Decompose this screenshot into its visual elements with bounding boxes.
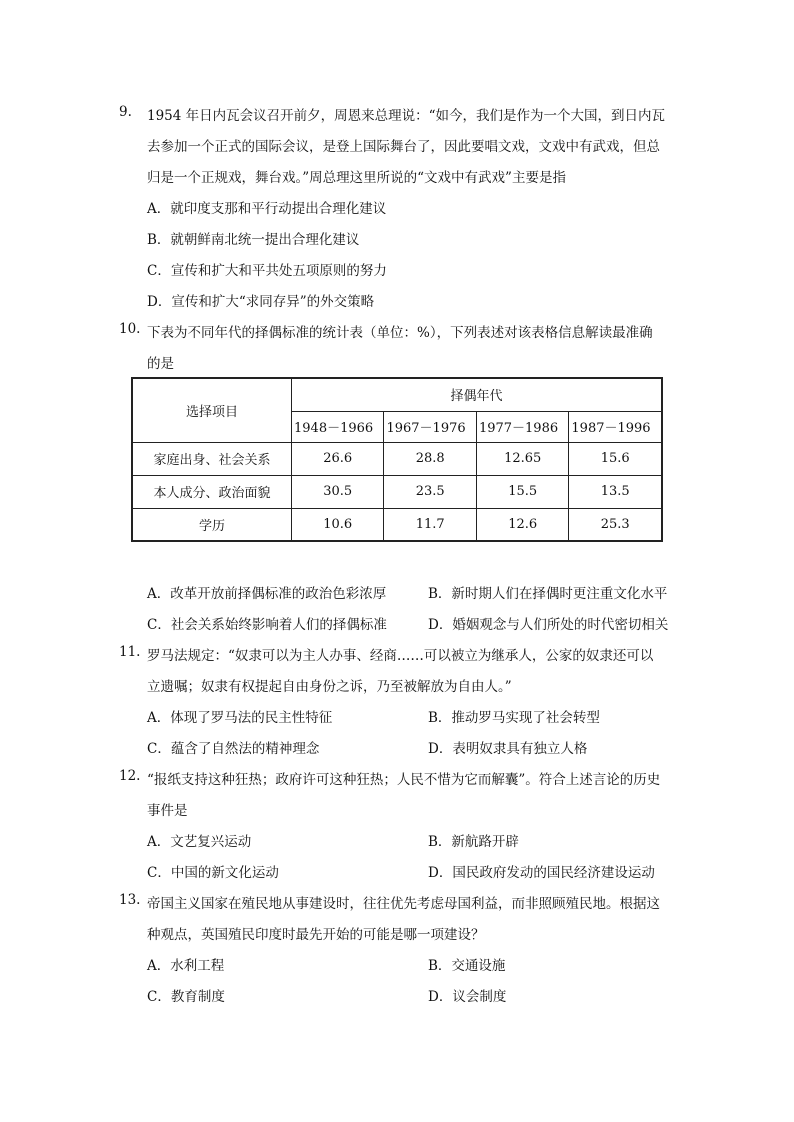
q10-option-c[interactable]: C．社会关系始终影响着人们的择偶标准 [147, 617, 387, 633]
row-label: 学历 [132, 508, 292, 541]
table-row [132, 442, 662, 475]
q13-stem-line-1: 帝国主义国家在殖民地从事建设时，往往优先考虑母国利益，而非照顾殖民地。根据这 [147, 896, 660, 912]
q12-number: 12. [119, 768, 141, 784]
row-header-title: 选择项目 [132, 378, 292, 442]
table-cell: 15.5 [476, 475, 568, 508]
table-cell: 12.65 [476, 442, 568, 475]
group-header: 择偶年代 [292, 378, 663, 411]
period-header: 1977－1986 [476, 411, 568, 442]
q12-option-c[interactable]: C．中国的新文化运动 [147, 865, 279, 881]
q9-option-a[interactable]: A．就印度支那和平行动提出合理化建议 [147, 201, 387, 217]
q12-stem-line-1: “报纸支持这种狂热；政府许可这种狂热；人民不惜为它而解囊”。符合上述言论的历史 [147, 772, 661, 788]
table-cell: 25.3 [569, 508, 662, 541]
q13-option-d[interactable]: D．议会制度 [428, 989, 507, 1005]
spouse-criteria-table [131, 377, 663, 542]
q11-option-c[interactable]: C．蕴含了自然法的精神理念 [147, 741, 320, 757]
q13-option-a[interactable]: A．水利工程 [147, 958, 225, 974]
table-row [132, 475, 662, 508]
q13-number: 13. [119, 892, 141, 908]
q11-number: 11. [119, 644, 141, 660]
q12-option-b[interactable]: B．新航路开辟 [428, 834, 519, 850]
table-cell: 12.6 [476, 508, 568, 541]
q13-option-c[interactable]: C．教育制度 [147, 989, 225, 1005]
q9-number: 9. [119, 104, 132, 120]
q10-option-b[interactable]: B．新时期人们在择偶时更注重文化水平 [428, 586, 668, 602]
table-cell: 30.5 [292, 475, 384, 508]
q13-stem-line-2: 种观点，英国殖民印度时最先开始的可能是哪一项建设？ [147, 927, 485, 943]
q11-option-b[interactable]: B．推动罗马实现了社会转型 [428, 710, 600, 726]
table-cell: 23.5 [384, 475, 476, 508]
q12-option-a[interactable]: A．文艺复兴运动 [147, 834, 252, 850]
q12-option-d[interactable]: D．国民政府发动的国民经济建设运动 [428, 865, 655, 881]
q10-option-d[interactable]: D．婚姻观念与人们所处的时代密切相关 [428, 617, 669, 633]
period-header: 1987－1996 [569, 411, 662, 442]
table-cell: 11.7 [384, 508, 476, 541]
table-cell: 10.6 [292, 508, 384, 541]
row-label: 本人成分、政治面貌 [132, 475, 292, 508]
q11-option-a[interactable]: A．体现了罗马法的民主性特征 [147, 710, 333, 726]
q9-stem-line-3: 归是一个正规戏，舞台戏。”周总理这里所说的“文戏中有武戏”主要是指 [147, 170, 566, 186]
q9-option-b[interactable]: B．就朝鲜南北统一提出合理化建议 [147, 232, 360, 248]
q12-stem-line-2: 事件是 [147, 803, 188, 819]
q9-stem-line-1: 1954 年日内瓦会议召开前夕，周恩来总理说：“如今，我们是作为一个大国，到日内瓦 [147, 108, 666, 124]
q10-number: 10. [119, 321, 141, 337]
period-header: 1967－1976 [384, 411, 476, 442]
q10-stem-line-2: 的是 [147, 356, 174, 372]
q11-stem-line-2: 立遗嘱；奴隶有权提起自由身份之诉，乃至被解放为自由人。” [147, 679, 512, 695]
row-label: 家庭出身、社会关系 [132, 442, 292, 475]
table-cell: 13.5 [569, 475, 662, 508]
period-header: 1948－1966 [292, 411, 384, 442]
table-cell: 26.6 [292, 442, 384, 475]
q10-option-a[interactable]: A．改革开放前择偶标准的政治色彩浓厚 [147, 586, 387, 602]
q10-stem-line-1: 下表为不同年代的择偶标准的统计表（单位：%），下列表述对该表格信息解读最准确 [147, 325, 653, 341]
table-row [132, 508, 662, 541]
table-cell: 15.6 [569, 442, 662, 475]
q13-option-b[interactable]: B．交通设施 [428, 958, 506, 974]
q9-stem-line-2: 去参加一个正式的国际会议，是登上国际舞台了，因此要唱文戏，文戏中有武戏，但总 [147, 139, 660, 155]
q9-option-c[interactable]: C．宣传和扩大和平共处五项原则的努力 [147, 263, 387, 279]
q9-option-d[interactable]: D．宣传和扩大“求同存异”的外交策略 [147, 294, 375, 310]
q11-stem-line-1: 罗马法规定：“奴隶可以为主人办事、经商……可以被立为继承人，公家的奴隶还可以 [147, 648, 654, 664]
table-cell: 28.8 [384, 442, 476, 475]
q11-option-d[interactable]: D．表明奴隶具有独立人格 [428, 741, 588, 757]
